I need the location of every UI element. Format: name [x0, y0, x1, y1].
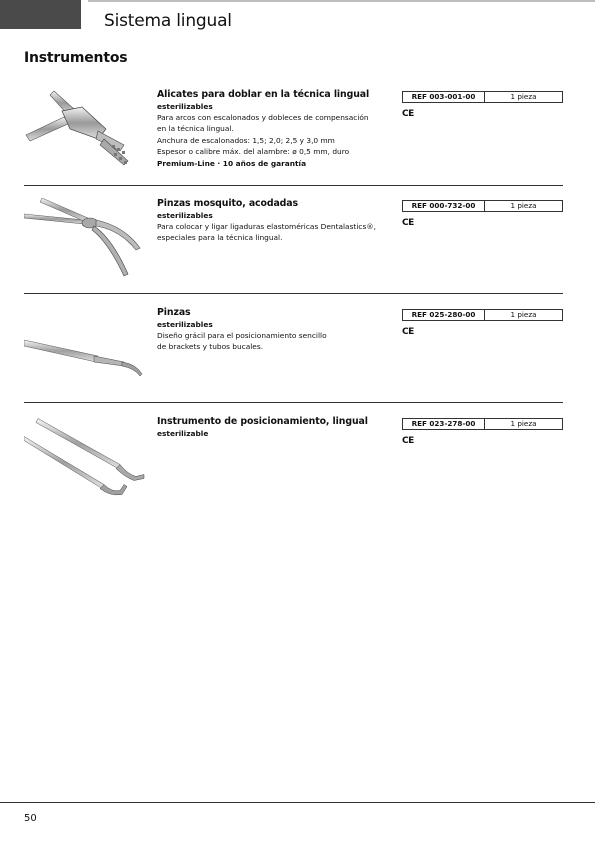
- product-info: [157, 416, 387, 439]
- product-description-line: Espesor o calibre máx. del alambre: ø 0,5 mm, duro: [157, 147, 350, 157]
- product-divider: [24, 402, 563, 403]
- product-info: [157, 89, 387, 169]
- product-info: [157, 307, 387, 353]
- ref-box: [402, 418, 563, 430]
- ref-number: REF 023-278-00: [403, 419, 485, 429]
- tweezers-image: [24, 317, 149, 407]
- header-rule: [88, 0, 595, 2]
- ce-mark-icon: CE: [402, 327, 414, 337]
- product-name: Pinzas mosquito, acodadas: [157, 198, 298, 209]
- product-subtitle: esterilizables: [157, 211, 213, 220]
- product-description-line: especiales para la técnica lingual.: [157, 233, 283, 243]
- footer-rule: [0, 802, 595, 803]
- ref-box: [402, 91, 563, 103]
- ce-mark-icon: CE: [402, 109, 414, 119]
- product-subtitle: esterilizables: [157, 320, 213, 329]
- page-number: 50: [24, 813, 37, 824]
- quantity: 1 pieza: [510, 310, 537, 319]
- product-premium-note: Premium-Line · 10 años de garantía: [157, 158, 307, 168]
- product-info: [157, 198, 387, 244]
- product-subtitle: esterilizables: [157, 102, 213, 111]
- ref-box: [402, 309, 563, 321]
- quantity: 1 pieza: [510, 201, 537, 210]
- quantity: 1 pieza: [510, 419, 537, 428]
- mosquito-forceps-image: [24, 198, 149, 288]
- product-name: Pinzas: [157, 307, 191, 318]
- positioning-instrument-image: [24, 416, 149, 506]
- product-description-line: Anchura de escalonados: 1,5; 2,0; 2,5 y 3,0 mm: [157, 135, 335, 145]
- page-title: Sistema lingual: [104, 11, 232, 31]
- section-title: Instrumentos: [24, 50, 128, 66]
- product-name: Alicates para doblar en la técnica lingual: [157, 89, 370, 100]
- product-description-line: Para arcos con escalonados y dobleces de compensación: [157, 113, 369, 122]
- ref-box: [402, 200, 563, 212]
- ce-mark-icon: CE: [402, 218, 414, 228]
- header-color-block: [0, 0, 81, 29]
- ref-number: REF 000-732-00: [403, 201, 485, 211]
- ref-number: REF 003-001-00: [403, 92, 485, 102]
- product-divider: [24, 293, 563, 294]
- product-subtitle: esterilizable: [157, 429, 209, 438]
- product-divider: [24, 185, 563, 186]
- product-name: Instrumento de posicionamiento, lingual: [157, 416, 368, 427]
- product-description-line: de brackets y tubos bucales.: [157, 342, 264, 352]
- product-description-line: Diseño grácil para el posicionamiento sencillo: [157, 331, 327, 340]
- ce-mark-icon: CE: [402, 436, 414, 446]
- bending-pliers-image: [24, 89, 149, 179]
- quantity: 1 pieza: [510, 92, 537, 101]
- product-description-line: en la técnica lingual.: [157, 124, 234, 134]
- product-description-line: Para colocar y ligar ligaduras elastoméricas Dentalastics®,: [157, 222, 377, 231]
- ref-number: REF 025-280-00: [403, 310, 485, 320]
